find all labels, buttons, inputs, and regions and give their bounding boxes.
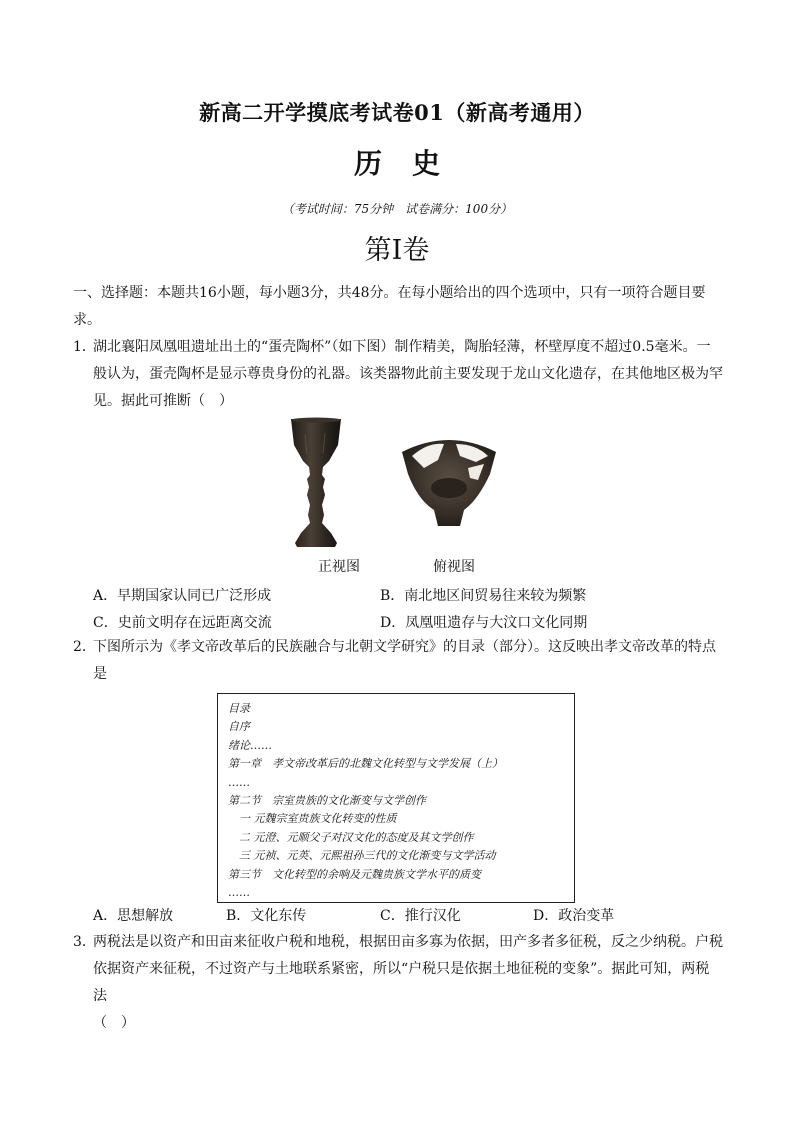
- question-1-line3: 见。据此可推断（ ）: [93, 393, 233, 409]
- q2-option-b[interactable]: B．文化东传: [226, 908, 307, 924]
- q1-option-d[interactable]: D．凤凰咀遗存与大汶口文化同期: [380, 615, 588, 631]
- toc-line: 一 元魏宗室贵族文化转变的性质: [228, 812, 397, 826]
- question-1: [73, 334, 723, 415]
- question-1-line2: 般认为，蛋壳陶杯是显示尊贵身份的礼器。该类器物此前主要发现于龙山文化遗存，在其他地区极为罕: [93, 366, 723, 382]
- volume-title: 第Ⅰ卷: [364, 235, 430, 266]
- question-number: 2．: [73, 639, 96, 655]
- q2-option-d[interactable]: D．政治变革: [533, 908, 615, 924]
- question-2-line2: 是: [93, 666, 107, 682]
- q2-option-a[interactable]: A．思想解放: [93, 908, 174, 924]
- q1-option-a[interactable]: A．早期国家认同已广泛形成: [93, 588, 272, 604]
- toc-line: 三 元祯、元英、元熙祖孙三代的文化渐变与文学活动: [228, 849, 496, 863]
- toc-line: ……: [228, 886, 250, 900]
- section-intro-line2: 求。: [73, 312, 101, 328]
- toc-line: 二 元澄、元顺父子对汉文化的态度及其文学创作: [228, 830, 474, 844]
- caption-top-view: 俯视图: [433, 559, 475, 575]
- question-3-line3: （ ）: [93, 1015, 135, 1031]
- subject-title: 历史: [353, 147, 470, 180]
- question-3-line1: 两税法是以资产和田亩来征收户税和地税，根据田亩多寡为依据，田产多者多征税，反之少纳税。户税: [93, 934, 723, 950]
- question-number: 1．: [73, 339, 96, 355]
- section-intro: [73, 280, 723, 334]
- question-3-line2: 依据资产来征税，不过资产与土地联系紧密，所以“户税只是依据土地征税的变象”。据此可知，两税法: [93, 961, 710, 1004]
- toc-line: 第三节 文化转型的余响及元魏贵族文学水平的质变: [228, 867, 481, 881]
- toc-line: 第一章 孝文帝改革后的北魏文化转型与文学发展（上）: [228, 757, 503, 771]
- exam-time-info: （考试时间：75分钟 试卷满分：100分）: [281, 202, 513, 216]
- section-intro-line1: 一、选择题：本题共16小题，每小题3分，共48分。在每小题给出的四个选项中，只有一项符合题目要: [73, 285, 706, 301]
- q1-option-c[interactable]: C．史前文明存在远距离交流: [93, 615, 272, 631]
- table-of-contents-box: [217, 693, 575, 903]
- question-3: [73, 929, 723, 1037]
- caption-front-view: 正视图: [318, 559, 360, 575]
- q1-option-b[interactable]: B．南北地区间贸易往来较为频繁: [380, 588, 587, 604]
- toc-line: ……: [228, 775, 250, 789]
- eggshell-cup-top-image: [398, 430, 500, 530]
- toc-line: 目录: [228, 702, 250, 715]
- toc-line: 绪论……: [228, 738, 272, 752]
- toc-line: 自序: [228, 720, 250, 734]
- question-number: 3．: [73, 934, 96, 950]
- eggshell-cup-front-image: [285, 415, 347, 550]
- question-2-line1: 下图所示为《孝文帝改革后的民族融合与北朝文学研究》的目录（部分）。这反映出孝文帝改革的特点: [93, 639, 716, 655]
- toc-line: 第二节 宗室贵族的文化渐变与文学创作: [228, 794, 426, 808]
- exam-title: 新高二开学摸底考试卷01（新高考通用）: [199, 100, 595, 125]
- q2-option-c[interactable]: C．推行汉化: [380, 908, 461, 924]
- question-1-line1: 湖北襄阳凤凰咀遗址出土的“蛋壳陶杯”（如下图）制作精美，陶胎轻薄，杯壁厚度不超过0.5毫米。一: [93, 339, 711, 355]
- question-2: [73, 634, 723, 688]
